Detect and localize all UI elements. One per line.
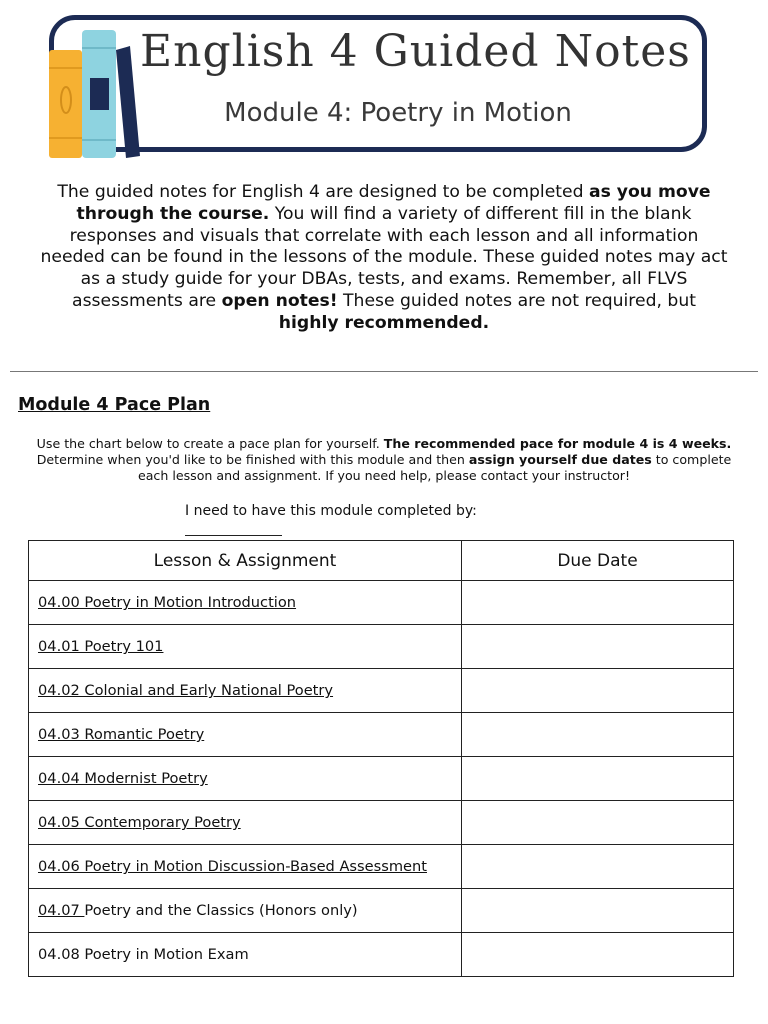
- pace-plan-table: [28, 540, 734, 977]
- intro-emphasis: highly recommended.: [278, 312, 490, 333]
- page-title: English 4 Guided Notes: [140, 26, 691, 77]
- lesson-link[interactable]: 04.07: [38, 902, 85, 919]
- due-date-cell[interactable]: [462, 889, 734, 933]
- column-header-due-date: Due Date: [462, 541, 734, 581]
- due-date-cell[interactable]: [462, 757, 734, 801]
- intro-text: The guided notes for English 4 are designed to be completed: [57, 182, 589, 202]
- table-row: [29, 845, 734, 889]
- completion-prompt: I need to have this module completed by:: [185, 503, 477, 519]
- lesson-link[interactable]: 04.01 Poetry 101: [38, 638, 164, 655]
- lesson-label: Poetry and the Classics (Honors only): [84, 902, 358, 919]
- lesson-label: 04.08 Poetry in Motion Exam: [38, 946, 249, 963]
- lesson-link[interactable]: 04.02 Colonial and Early National Poetry: [38, 682, 334, 699]
- table-row: [29, 889, 734, 933]
- pace-text: Determine when you'd like to be finished with this module and then: [36, 452, 469, 467]
- intro-emphasis: open notes!: [221, 290, 338, 311]
- due-date-cell[interactable]: [462, 669, 734, 713]
- completion-date-blank[interactable]: [185, 535, 282, 536]
- table-row: [29, 581, 734, 625]
- lesson-link[interactable]: 04.00 Poetry in Motion Introduction: [38, 594, 297, 611]
- due-date-cell[interactable]: [462, 845, 734, 889]
- due-date-cell[interactable]: [462, 801, 734, 845]
- pace-text: to complete each lesson and assignment. If you need help, please contact your instructor!: [137, 452, 732, 483]
- due-date-cell[interactable]: [462, 625, 734, 669]
- table-row: [29, 801, 734, 845]
- lesson-link[interactable]: 04.04 Modernist Poetry: [38, 770, 208, 787]
- table-row: [29, 669, 734, 713]
- lesson-link[interactable]: 04.05 Contemporary Poetry: [38, 814, 241, 831]
- divider: [10, 371, 758, 372]
- table-row: [29, 757, 734, 801]
- pace-instructions: [28, 436, 740, 484]
- lesson-link[interactable]: 04.03 Romantic Poetry: [38, 726, 205, 743]
- pace-plan-heading: Module 4 Pace Plan: [18, 395, 211, 415]
- due-date-cell[interactable]: [462, 933, 734, 977]
- intro-text: You will find a variety of different fill in the blank responses and visuals that correlate with each lesson and all information needed can be found in the lessons of the module. These guided notes may act as a study guide for your DBAs, tests, and exams. Remember, all FLVS assessments are: [40, 203, 728, 311]
- pace-emphasis: assign yourself due dates: [468, 452, 652, 467]
- due-date-cell[interactable]: [462, 581, 734, 625]
- module-subtitle: Module 4: Poetry in Motion: [224, 98, 572, 128]
- intro-paragraph: [40, 182, 728, 335]
- table-row: [29, 713, 734, 757]
- due-date-cell[interactable]: [462, 713, 734, 757]
- table-row: [29, 933, 734, 977]
- table-header-row: [29, 541, 734, 581]
- books-icon: [46, 28, 142, 160]
- pace-text: Use the chart below to create a pace plan for yourself.: [36, 436, 384, 451]
- intro-emphasis: as you move through the course.: [76, 182, 711, 224]
- lesson-link[interactable]: 04.06 Poetry in Motion Discussion-Based Assessment: [38, 858, 427, 875]
- column-header-lesson: Lesson & Assignment: [29, 541, 462, 581]
- pace-emphasis: The recommended pace for module 4 is 4 weeks.: [383, 436, 732, 451]
- intro-text: These guided notes are not required, but: [337, 290, 696, 311]
- table-row: [29, 625, 734, 669]
